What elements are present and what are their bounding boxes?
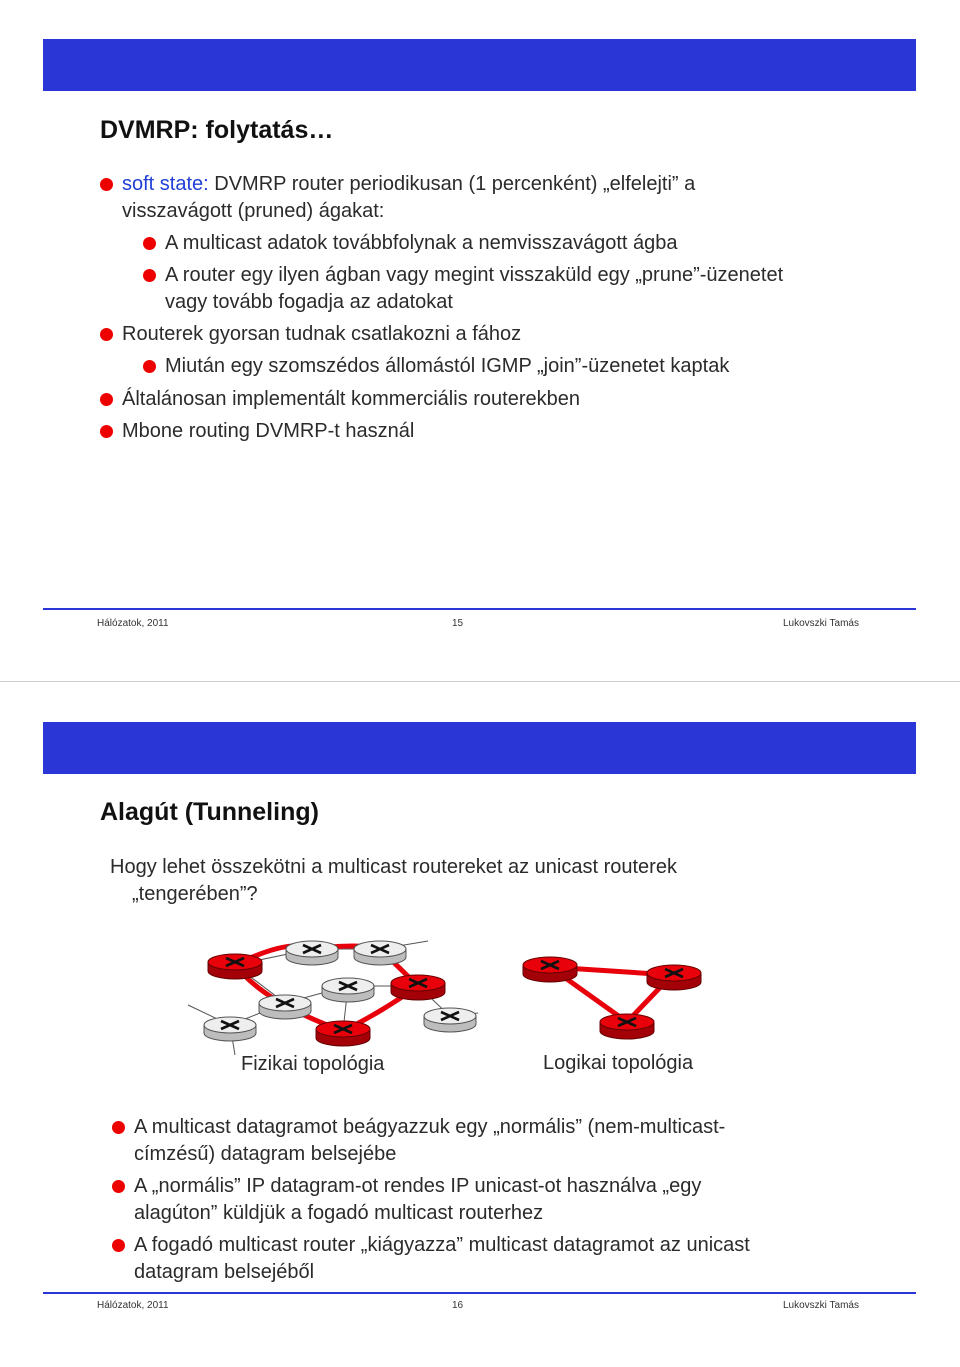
- router-icon: [647, 965, 701, 990]
- slide-15: [0, 0, 960, 682]
- list-item: [134, 1232, 854, 1286]
- footer-author: Lukovszki Tamás: [783, 1300, 859, 1311]
- list-item-continuation: visszavágott (pruned) ágakat:: [122, 200, 385, 222]
- footer-course: Hálózatok, 2011: [97, 1300, 169, 1311]
- router-icon: [391, 975, 445, 1000]
- router-icon: [286, 941, 338, 965]
- list-item: [122, 321, 822, 348]
- list-item-text: Általánosan implementált kommerciális routerekben: [122, 388, 580, 410]
- list-item-text: Mbone routing DVMRP-t használ: [122, 420, 415, 442]
- footer-author: Lukovszki Tamás: [783, 618, 859, 629]
- slide-title: Alagút (Tunneling): [100, 798, 319, 826]
- caption-logical-topology: Logikai topológia: [543, 1052, 694, 1074]
- footer-page-number: 15: [452, 618, 464, 629]
- caption-physical-topology: Fizikai topológia: [241, 1053, 385, 1075]
- bullet-dot-icon: [143, 269, 156, 282]
- list-item-text: A fogadó multicast router „kiágyazza” multicast datagramot az unicast: [134, 1234, 750, 1256]
- list-item: [122, 418, 822, 445]
- question-line: Hogy lehet összekötni a multicast routereket az unicast routerek: [110, 856, 677, 878]
- list-item: [134, 1173, 854, 1227]
- bullet-dot-icon: [143, 360, 156, 373]
- bullet-dot-icon: [112, 1121, 125, 1134]
- list-item-continuation: datagram belsejéből: [134, 1261, 315, 1283]
- router-icon: [600, 1014, 654, 1039]
- router-icon: [316, 1021, 370, 1046]
- list-item: [165, 230, 865, 257]
- slide-16: [0, 683, 960, 1367]
- bullet-dot-icon: [143, 237, 156, 250]
- list-item-continuation: címzésű) datagram belsejébe: [134, 1143, 397, 1165]
- list-item: [165, 262, 885, 316]
- header-banner: [43, 39, 916, 91]
- router-icon: [424, 1008, 476, 1032]
- footer-page-number: 16: [452, 1300, 464, 1311]
- footer-course: Hálózatok, 2011: [97, 618, 169, 629]
- list-item-text: A multicast datagramot beágyazzuk egy „normális” (nem-multicast-: [134, 1116, 726, 1138]
- router-icon: [322, 978, 374, 1002]
- term-highlight: soft state:: [122, 173, 209, 195]
- list-item-text: Miután egy szomszédos állomástól IGMP „join”-üzenetet kaptak: [165, 355, 730, 377]
- router-icon: [208, 954, 262, 979]
- router-icon: [259, 995, 311, 1019]
- bullet-dot-icon: [112, 1180, 125, 1193]
- header-banner: [43, 722, 916, 774]
- list-item-text: DVMRP router periodikusan (1 percenként) „elfelejti” a: [208, 173, 696, 195]
- list-item-continuation: vagy tovább fogadja az adatokat: [165, 291, 453, 313]
- list-item-text: A multicast adatok továbbfolynak a nemvisszavágott ágba: [165, 232, 678, 254]
- router-icon: [204, 1017, 256, 1041]
- bullet-dot-icon: [100, 393, 113, 406]
- list-item-continuation: alagúton” küldjük a fogadó multicast routerhez: [134, 1202, 544, 1224]
- bullet-dot-icon: [100, 328, 113, 341]
- question-line: „tengerében”?: [132, 883, 258, 905]
- router-icon: [354, 941, 406, 965]
- logical-topology: [523, 957, 701, 1039]
- bullet-dot-icon: [112, 1239, 125, 1252]
- list-item: [122, 386, 822, 413]
- list-item-text: A „normális” IP datagram-ot rendes IP unicast-ot használva „egy: [134, 1175, 702, 1197]
- list-item: [134, 1114, 854, 1168]
- footer-divider: [43, 608, 916, 610]
- bullet-dot-icon: [100, 178, 113, 191]
- list-item-text: Routerek gyorsan tudnak csatlakozni a fához: [122, 323, 522, 345]
- intro-question: [110, 854, 810, 908]
- router-icon: [523, 957, 577, 982]
- list-item: [122, 171, 822, 225]
- list-item: [165, 353, 885, 380]
- footer-divider: [43, 1292, 916, 1294]
- list-item-text: A router egy ilyen ágban vagy megint visszaküld egy „prune”-üzenetet: [165, 264, 784, 286]
- slide-title: DVMRP: folytatás…: [100, 116, 334, 144]
- bullet-dot-icon: [100, 425, 113, 438]
